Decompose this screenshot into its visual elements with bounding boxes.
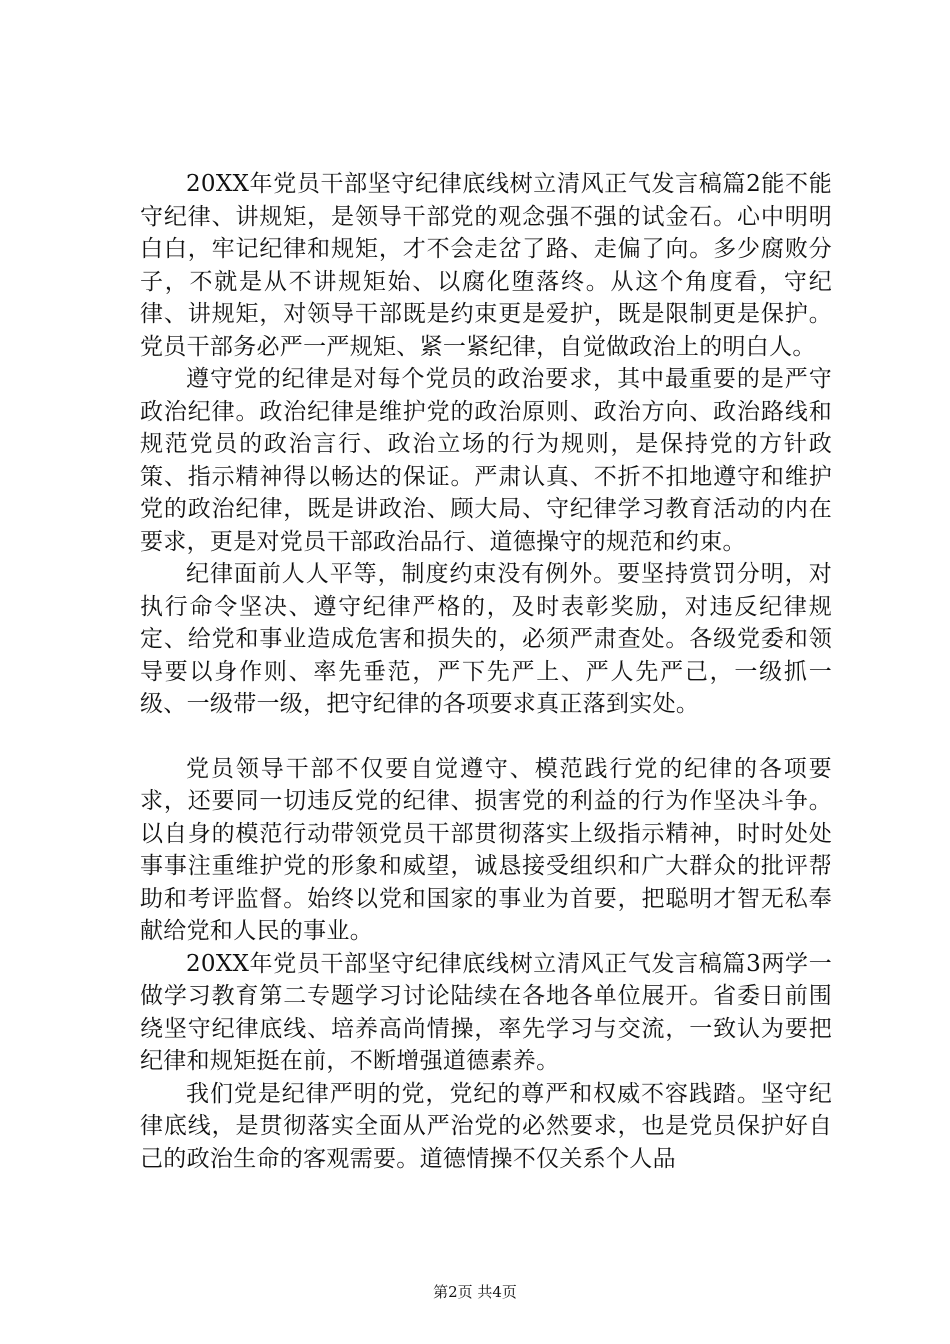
paragraph-speech-3-intro: 20XX年党员干部坚守纪律底线树立清风正气发言稿篇3两学一做学习教育第二专题学习讨论陆续在各地各单位展开。省委日前围绕坚守纪律底线、培养高尚情操，率先学习与交流，一致认为要把纪律和规矩挺在前，不断增强道德素养。 bbox=[140, 950, 832, 1074]
paragraph-equal-before-discipline: 纪律面前人人平等，制度约束没有例外。要坚持赏罚分明，对执行命令坚决、遵守纪律严格的，及时表彰奖励，对违反纪律规定、给党和事业造成危害和损失的，必须严肃查处。各级党委和领导要以身作则、率先垂范，严下先严上、严人先严己，一级抓一级、一级带一级，把守纪律的各项要求真正落到实处。 bbox=[140, 561, 832, 717]
paragraph-speech-2-intro: 20XX年党员干部坚守纪律底线树立清风正气发言稿篇2能不能守纪律、讲规矩，是领导干部党的观念强不强的试金石。心中明明白白，牢记纪律和规矩，才不会走岔了路、走偏了向。多少腐败分子，不就是从不讲规矩始、以腐化堕落终。从这个角度看，守纪律、讲规矩，对领导干部既是约束更是爱护，既是限制更是保护。党员干部务必严一严规矩、紧一紧纪律，自觉做政治上的明白人。 bbox=[140, 171, 832, 360]
paragraph-leading-cadres: 党员领导干部不仅要自觉遵守、模范践行党的纪律的各项要求，还要同一切违反党的纪律、损害党的利益的行为作坚决斗争。以自身的模范行动带领党员干部贯彻落实上级指示精神，时时处处事事注重维护党的形象和威望，诚恳接受组织和广大群众的批评帮助和考评监督。始终以党和国家的事业为首要，把聪明才智无私奉献给党和人民的事业。 bbox=[140, 755, 832, 944]
paragraph-party-discipline-strict: 我们党是纪律严明的党，党纪的尊严和权威不容践踏。坚守纪律底线，是贯彻落实全面从严治党的必然要求，也是党员保护好自己的政治生命的客观需要。道德情操不仅关系个人品 bbox=[140, 1080, 832, 1172]
paragraph-political-discipline: 遵守党的纪律是对每个党员的政治要求，其中最重要的是严守政治纪律。政治纪律是维护党的政治原则、政治方向、政治路线和规范党员的政治言行、政治立场的行为规则，是保持党的方针政策、指示精神得以畅达的保证。严肃认真、不折不扣地遵守和维护党的政治纪律，既是讲政治、顾大局、守纪律学习教育活动的内在要求，更是对党员干部政治品行、道德操守的规范和约束。 bbox=[140, 366, 832, 555]
document-body bbox=[140, 168, 832, 1175]
paragraph-spacer bbox=[140, 721, 832, 753]
page-number-footer: 第2页 共4页 bbox=[433, 1283, 517, 1301]
